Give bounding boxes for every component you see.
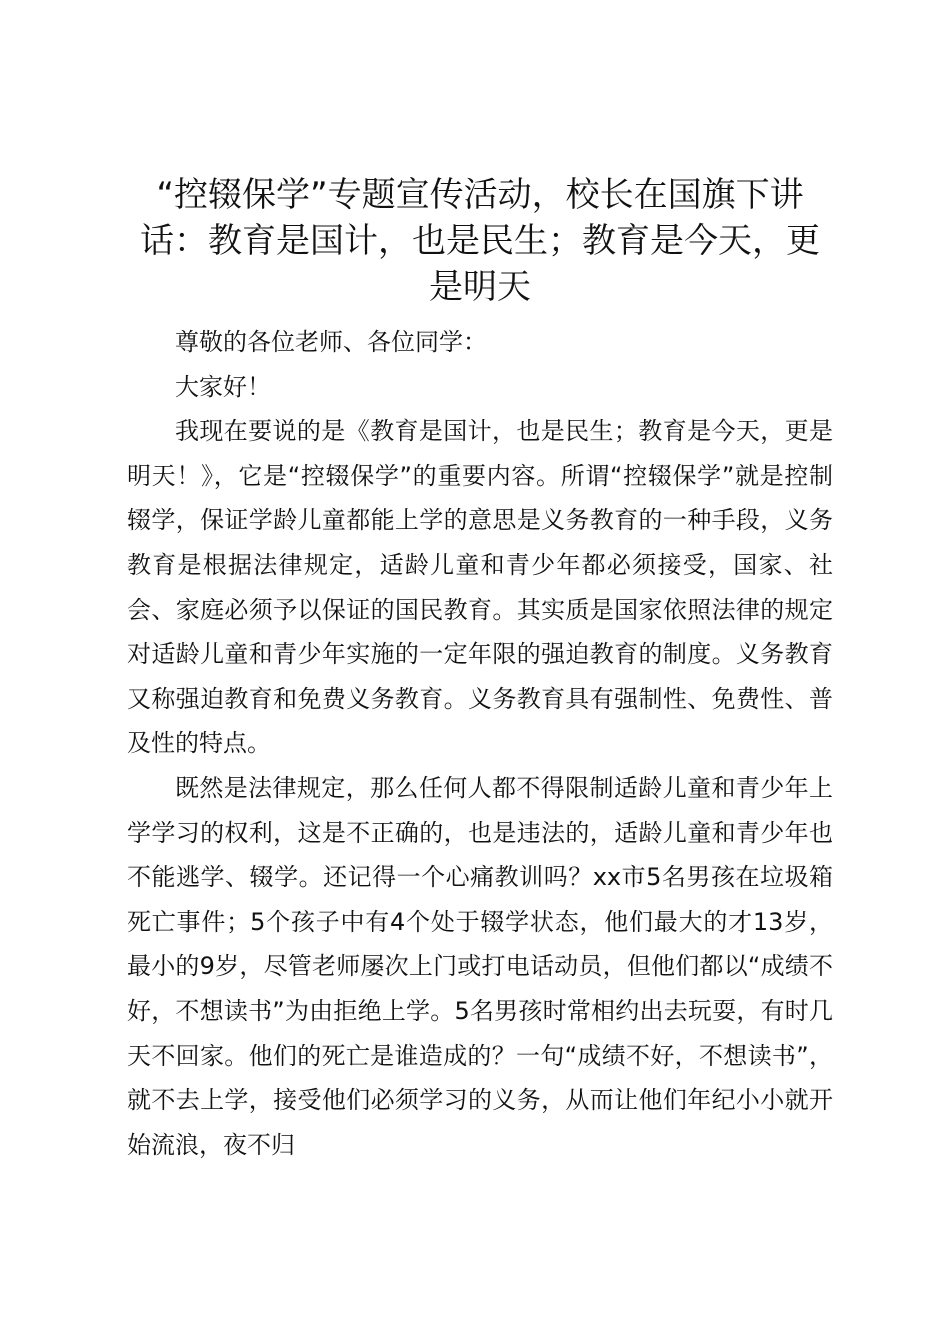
document-page — [127, 172, 833, 1167]
document-title: “控辍保学”专题宣传活动，校长在国旗下讲话：教育是国计，也是民生；教育是今天，更是明天 — [140, 175, 820, 307]
body-paragraph-2: 既然是法律规定，那么任何人都不得限制适龄儿童和青少年上学学习的权利，这是不正确的，也是违法的，适龄儿童和青少年也不能逃学、辍学。还记得一个心痛教训吗？xx市5名男孩在垃圾箱死亡事件；5个孩子中有4个处于辍学状态，他们最大的才13岁，最小的9岁，尽管老师屡次上门或打电话动员，但他们都以“成绩不好，不想读书”为由拒绝上学。5名男孩时常相约出去玩耍，有时几天不回家。他们的死亡是谁造成的？一句“成绩不好，不想读书”，就不去上学，接受他们必须学习的义务，从而让他们年纪小小就开始流浪，夜不归 — [127, 773, 833, 1159]
body-paragraph-1: 我现在要说的是《教育是国计，也是民生；教育是今天，更是明天！》，它是“控辍保学”的重要内容。所谓“控辍保学”就是控制辍学，保证学龄儿童都能上学的意思是义务教育的一种手段，义务教育是根据法律规定，适龄儿童和青少年都必须接受，国家、社会、家庭必须予以保证的国民教育。其实质是国家依照法律的规定对适龄儿童和青少年实施的一定年限的强迫教育的制度。义务教育又称强迫教育和免费义务教育。义务教育具有强制性、免费性、普及性的特点。 — [127, 417, 833, 758]
salutation-paragraph: 尊敬的各位老师、各位同学： — [175, 328, 487, 356]
greeting-paragraph: 大家好！ — [175, 372, 271, 401]
